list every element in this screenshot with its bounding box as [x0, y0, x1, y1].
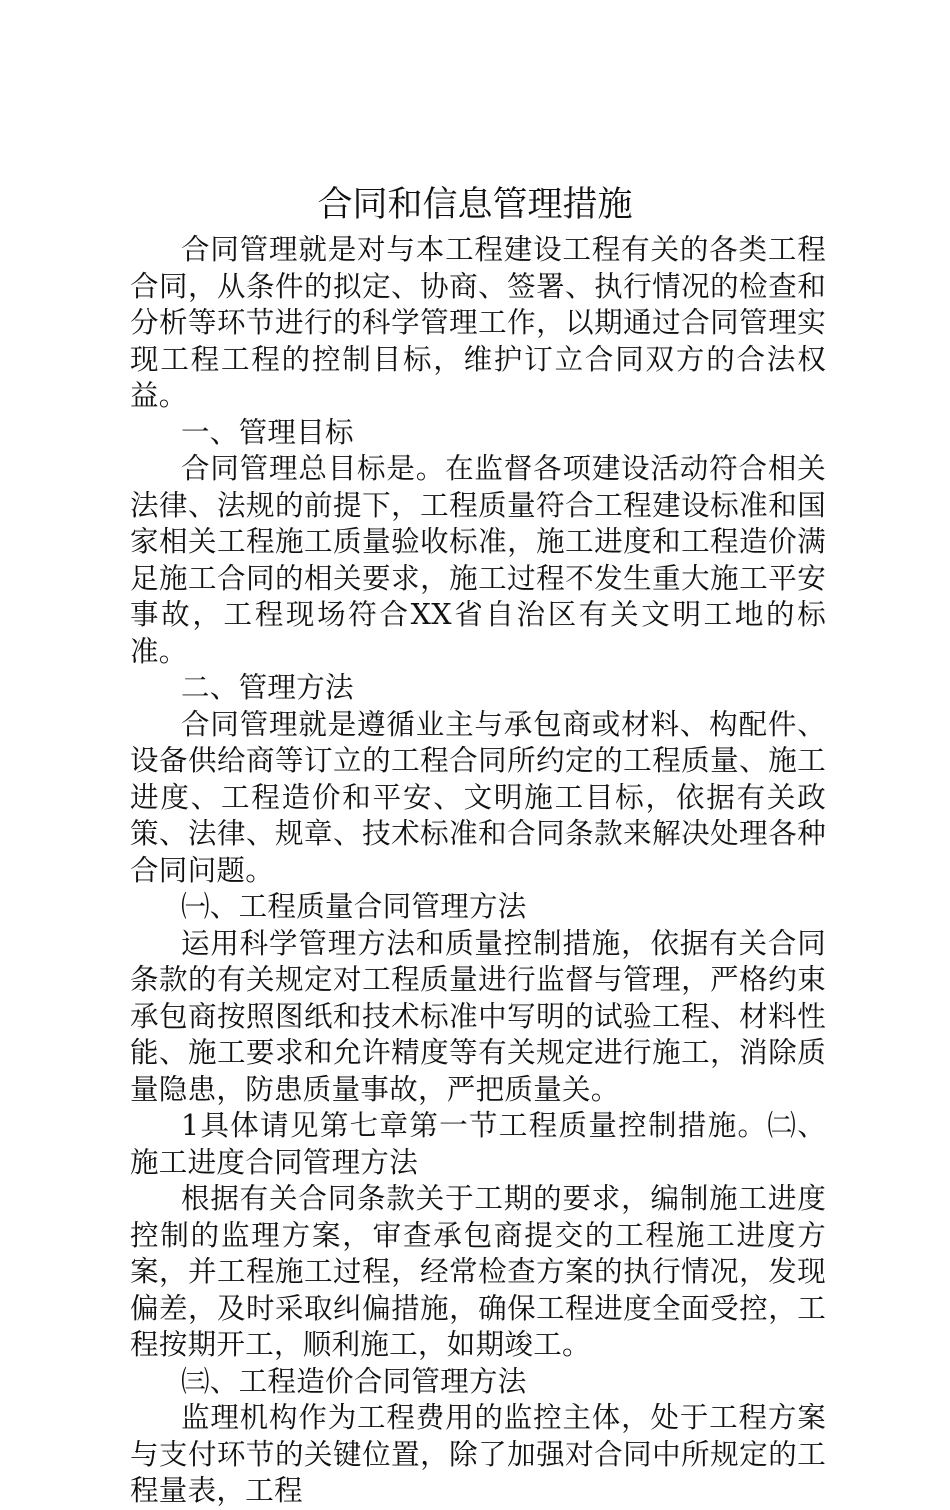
- document-body: [130, 232, 826, 1510]
- section-heading-management-goal: 一、管理目标: [181, 415, 354, 449]
- subsection-heading-cost: ㈢、工程造价合同管理方法: [181, 1364, 527, 1398]
- subsection-heading-quality: ㈠、工程质量合同管理方法: [181, 890, 527, 923]
- paragraph-quality-reference: 1具体请见第七章第一节工程质量控制措施。㈡、施工进度合同管理方法: [130, 1109, 826, 1179]
- section-heading-management-method: 二、管理方法: [181, 671, 354, 704]
- paragraph-management-method: 合同管理就是遵循业主与承包商或材料、构配件、设备供给商等订立的工程合同所约定的工程质量、施工进度、工程造价和平安、文明施工目标，依据有关政策、法律、规章、技术标准和合同条款来解决处理各种合同问题。: [130, 707, 826, 887]
- document-title: 合同和信息管理措施: [317, 185, 633, 225]
- paragraph-schedule: 根据有关合同条款关于工期的要求，编制施工进度控制的监理方案，审查承包商提交的工程施工进度方案，并工程施工过程，经常检查方案的执行情况，发现偏差，及时采取纠偏措施，确保工程进度全面受控，工程按期开工，顺利施工，如期竣工。: [130, 1182, 826, 1361]
- paragraph-quality: 运用科学管理方法和质量控制措施，依据有关合同条款的有关规定对工程质量进行监督与管理，严格约束承包商按照图纸和技术标准中写明的试验工程、材料性能、施工要求和允许精度等有关规定进行施工，消除质量隐患，防患质量事故，严把质量关。: [130, 926, 826, 1106]
- paragraph-cost: 监理机构作为工程费用的监控主体，处于工程方案与支付环节的关键位置，除了加强对合同中所规定的工程量表，工程: [130, 1401, 826, 1507]
- paragraph-management-goal: 合同管理总目标是。在监督各项建设活动符合相关法律、法规的前提下，工程质量符合工程建设标准和国家相关工程施工质量验收标准，施工进度和工程造价满足施工合同的相关要求，施工过程不发生重大施工平安事故，工程现场符合XX省自治区有关文明工地的标准。: [130, 452, 826, 668]
- paragraph-intro: 合同管理就是对与本工程建设工程有关的各类工程合同，从条件的拟定、协商、签署、执行情况的检查和分析等环节进行的科学管理工作，以期通过合同管理实现工程工程的控制目标，维护订立合同双方的合法权益。: [130, 233, 826, 412]
